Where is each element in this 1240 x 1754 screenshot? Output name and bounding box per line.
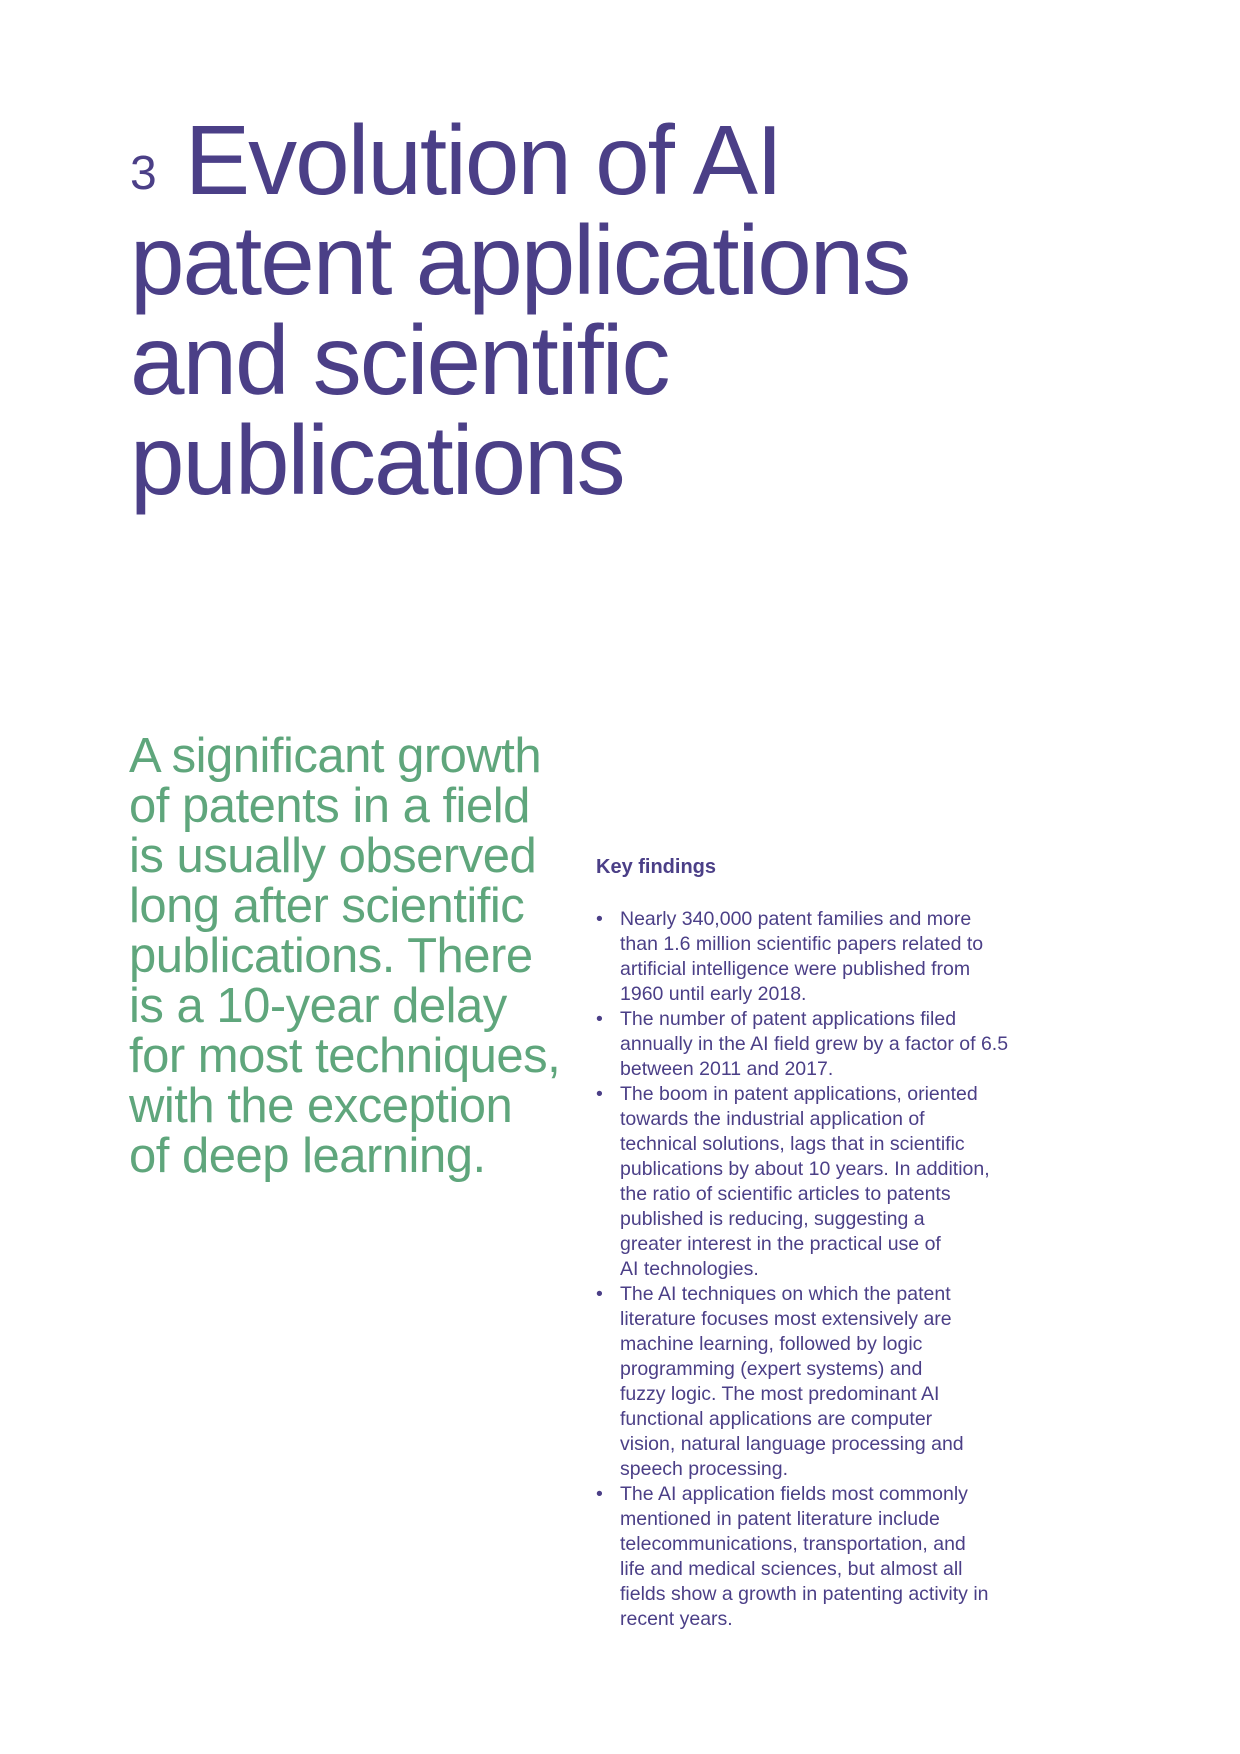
bullet-icon: •	[596, 1283, 603, 1305]
finding-line: artificial intelligence were published from	[620, 958, 971, 980]
chapter-title-text-1: Evolution of AI	[184, 105, 782, 215]
bullet-icon: •	[596, 908, 603, 930]
list-item	[596, 1007, 1066, 1082]
finding-line: 1960 until early 2018.	[620, 983, 807, 1005]
pull-quote	[129, 731, 579, 1181]
finding-line: fields show a growth in patenting activity in	[620, 1583, 989, 1605]
finding-line: towards the industrial application of	[620, 1108, 925, 1130]
pull-quote-line: for most techniques,	[129, 1029, 561, 1083]
finding-line: mentioned in patent literature include	[620, 1508, 940, 1530]
finding-line: greater interest in the practical use of	[620, 1233, 941, 1255]
key-findings-list	[596, 907, 1066, 1632]
finding-line: The AI techniques on which the patent	[620, 1283, 951, 1305]
chapter-title-line-3: and scientific	[130, 305, 669, 415]
finding-line: between 2011 and 2017.	[620, 1058, 834, 1080]
finding-line: AI technologies.	[620, 1258, 759, 1280]
list-item	[596, 907, 1066, 1007]
finding-line: literature focuses most extensively are	[620, 1308, 952, 1330]
finding-line: speech processing.	[620, 1458, 789, 1480]
key-findings-section	[596, 855, 1066, 1632]
pull-quote-line: A significant growth	[129, 729, 542, 783]
bullet-icon: •	[596, 1008, 603, 1030]
pull-quote-line: is a 10-year delay	[129, 979, 507, 1033]
chapter-title-line-1	[130, 105, 1090, 215]
finding-line: technical solutions, lags that in scientific	[620, 1133, 965, 1155]
finding-line: recent years.	[620, 1608, 733, 1630]
finding-line: life and medical sciences, but almost all	[620, 1558, 963, 1580]
pull-quote-line: long after scientific	[129, 879, 525, 933]
finding-line: programming (expert systems) and	[620, 1358, 923, 1380]
finding-line: annually in the AI field grew by a factor of 6.5	[620, 1033, 1009, 1055]
chapter-title	[130, 105, 1090, 515]
list-item	[596, 1082, 1066, 1282]
pull-quote-line: is usually observed	[129, 829, 537, 883]
finding-line: The AI application fields most commonly	[620, 1483, 968, 1505]
finding-line: published is reducing, suggesting a	[620, 1208, 925, 1230]
pull-quote-line: of patents in a field	[129, 779, 530, 833]
pull-quote-line: of deep learning.	[129, 1129, 486, 1183]
pull-quote-line: with the exception	[129, 1079, 513, 1133]
finding-line: machine learning, followed by logic	[620, 1333, 923, 1355]
finding-line: functional applications are computer	[620, 1408, 933, 1430]
bullet-icon: •	[596, 1483, 603, 1505]
finding-line: vision, natural language processing and	[620, 1433, 964, 1455]
finding-line: fuzzy logic. The most predominant AI	[620, 1383, 940, 1405]
chapter-title-line-2: patent applications	[130, 205, 910, 315]
finding-line: the ratio of scientific articles to patents	[620, 1183, 951, 1205]
chapter-title-line-4: publications	[130, 405, 624, 515]
finding-line: Nearly 340,000 patent families and more	[620, 908, 972, 930]
finding-line: The boom in patent applications, oriented	[620, 1083, 978, 1105]
list-item	[596, 1282, 1066, 1482]
list-item	[596, 1482, 1066, 1632]
pull-quote-line: publications. There	[129, 929, 533, 983]
finding-line: than 1.6 million scientific papers related to	[620, 933, 984, 955]
finding-line: publications by about 10 years. In addition,	[620, 1158, 990, 1180]
chapter-number: 3	[130, 147, 157, 200]
finding-line: telecommunications, transportation, and	[620, 1533, 966, 1555]
finding-line: The number of patent applications filed	[620, 1008, 957, 1030]
bullet-icon: •	[596, 1083, 603, 1105]
key-findings-heading: Key findings	[596, 856, 717, 878]
